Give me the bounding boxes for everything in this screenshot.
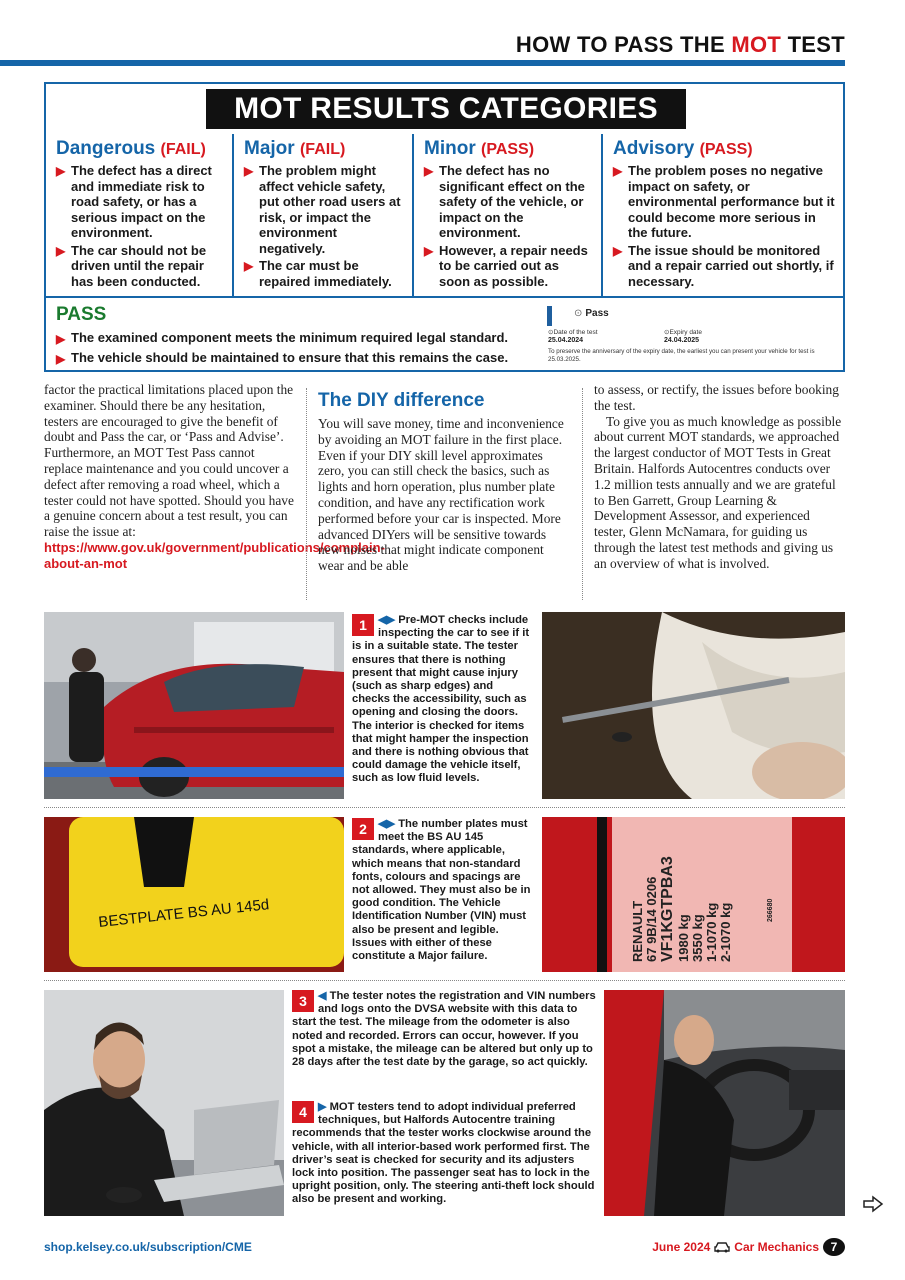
pass-bullets — [56, 329, 546, 367]
column-divider — [582, 388, 583, 600]
photo-dipstick — [542, 612, 845, 799]
column-divider — [306, 388, 307, 600]
bullet-arrow-icon: ▶ — [424, 243, 434, 258]
category-name: Advisory (PASS) — [613, 138, 753, 159]
section-divider — [44, 980, 845, 981]
bullet-arrow-icon: ▶ — [244, 164, 254, 178]
diy-heading: The DIY difference — [318, 390, 485, 411]
body-text: You will save money, time and inconvenience by avoiding an MOT failure in the first place. Even if your DIY skill level approximates zero, you can still check the basics, such as lights and horn operation, plus number plate condition, and have any rectification work performed before your car is inspected. More advanced DIYers will be sensitive towards new noises that might indicate component wear and be able — [318, 416, 564, 574]
vin-line: 3550 kg — [690, 914, 705, 962]
next-page-arrow-icon[interactable] — [862, 1195, 884, 1213]
bullet-arrow-icon: ▶ — [424, 164, 434, 178]
body-text: To give you as much knowledge as possible about current MOT standards, we approached the largest conductor of MOT Tests in Great Britain. Halfords Autocentres conducts over 1.2 million tests annually and we are grateful to Ben Garrett, Group Learning & Development Assessor, and experienced tester, Glenn McNamara, for guiding us through the latest test methods and giving us an overview of what is involved. — [594, 413, 842, 571]
bullet-arrow-icon: ▶ — [56, 243, 66, 258]
category-name: Minor (PASS) — [424, 138, 535, 159]
issue-date: June 2024 — [652, 1240, 711, 1254]
photo-interior-steering — [604, 990, 845, 1216]
car-icon — [714, 1241, 730, 1253]
certificate-status: ⊙ Pass — [574, 308, 609, 319]
arrow-left-icon: ◀ — [318, 990, 327, 1002]
photo-number-plate — [44, 817, 344, 972]
photo-interior-steering-image — [604, 990, 845, 1216]
photo-tester-laptop — [44, 990, 284, 1216]
bullet-arrow-icon: ▶ — [56, 332, 66, 346]
column-2 — [318, 382, 568, 574]
bullet-arrow-icon: ▶ — [613, 243, 623, 258]
subscription-link[interactable]: shop.kelsey.co.uk/subscription/CME — [44, 1240, 252, 1254]
caption-1: 1 ◀▶ Pre-MOT checks include inspecting the car to see if it is in a suitable state. The tester ensures that there is nothing present that might cause injury (such as sharp edges) and checks the accessibility, such as opening and closing the doors. The interior is checked for items that might hamper the inspection and there is nothing obvious that could damage the vehicle itself, such as low fluid levels. — [352, 614, 530, 785]
bullet-arrow-icon: ▶ — [244, 259, 254, 273]
column-1 — [44, 382, 385, 572]
category-bullet: ▶ The defect has no significant effect on the safety of the vehicle, or impact on the environment. — [424, 163, 585, 240]
vin-line: 2-1070 kg — [718, 902, 733, 962]
magazine-name: Car Mechanics — [734, 1240, 819, 1254]
mot-certificate-snippet — [546, 304, 842, 368]
page-header — [0, 30, 905, 70]
check-circle-icon: ⊙ — [574, 308, 583, 319]
vin-line: 1-1070 kg — [704, 902, 719, 962]
category-name: Dangerous (FAIL) — [56, 138, 206, 159]
category-bullet: ▶ The issue should be monitored and a repair carried out shortly, if necessary. — [613, 242, 834, 289]
certificate-bar — [547, 306, 552, 326]
arrow-right-icon: ▶ — [318, 1101, 327, 1113]
vin-line: 67 9B/14 0206 — [644, 876, 659, 962]
section-title: HOW TO PASS THE MOT TEST — [515, 32, 845, 57]
category-bullet: ▶ The problem poses no negative impact on safety, or environmental performance but it could become more serious in the future. — [613, 163, 835, 240]
vin-line: 1980 kg — [676, 914, 691, 962]
photo-vin-label — [542, 817, 845, 972]
pass-row — [46, 300, 843, 370]
category-bullet: ▶ The problem might affect vehicle safety, put other road users at risk, or impact the environment negatively. — [244, 163, 401, 256]
body-text: to assess, or rectify, the issues before booking the test. — [594, 382, 839, 413]
photo-number-plate-image — [44, 817, 344, 972]
caption-4: 4 ▶ MOT testers tend to adopt individual preferred techniques, but Halfords Autocentre training recommends that the tester works clockwise around the vehicle, with all interior-based work performed first. The driver’s seat is checked for security and its adjusters lock into position. The passenger seat has to lock in the upright position, only. The steering anti-theft lock should also be present and working. — [292, 1101, 595, 1206]
complaint-link[interactable]: https://www.gov.uk/government/publications/complain-about-an-mot — [44, 539, 385, 571]
category-bullet: ▶ The car should not be driven until the repair has been conducted. — [56, 242, 207, 289]
caption-number: 4 — [292, 1101, 314, 1123]
category-name: Major (FAIL) — [244, 138, 346, 159]
bullet-arrow-icon: ▶ — [56, 164, 66, 178]
category-bullet: ▶ The car must be repaired immediately. — [244, 258, 392, 289]
caption-number: 3 — [292, 990, 314, 1012]
category-bullet: ▶ However, a repair needs to be carried out as soon as possible. — [424, 242, 588, 289]
photo-dipstick-image — [542, 612, 845, 799]
caption-number: 1 — [352, 614, 374, 636]
photo-tester-car-image — [44, 612, 344, 799]
header-rule — [0, 60, 845, 66]
page-number: 7 — [823, 1238, 845, 1256]
photo-vin-label-image — [542, 817, 845, 972]
caption-number: 2 — [352, 818, 374, 840]
category-bullet: ▶ The defect has a direct and immediate risk to road safety, or has a serious impact on the environment. — [56, 163, 212, 240]
section-divider — [44, 807, 845, 808]
pass-heading: PASS — [56, 304, 107, 325]
bullet-arrow-icon: ▶ — [613, 164, 623, 178]
arrows-icon: ◀▶ — [378, 614, 396, 626]
pass-bullet: ▶ The examined component meets the minimum required legal standard. — [56, 330, 509, 346]
expiry-date-label: ⊙Expiry date — [664, 329, 702, 336]
certificate-note: To preserve the anniversary of the expiry date, the earliest you can present your vehicle for test is 25.03.2025. — [548, 348, 815, 363]
photo-tester-laptop-image — [44, 990, 284, 1216]
expiry-date-value: 24.04.2025 — [664, 337, 700, 344]
category-major — [232, 134, 412, 296]
category-advisory — [601, 134, 843, 296]
vin-line: 266680 — [767, 898, 774, 922]
caption-3: 3 ◀ The tester notes the registration and VIN numbers and logs onto the DVSA website with this data to start the test. The mileage from the odometer is also noted and recorded. Errors can occur, however. If you spot a mistake, the mileage can be altered but only up to 28 days after the test date by the garage, so act quickly. — [292, 990, 596, 1069]
plate-text: BESTPLATE BS AU 145d — [97, 896, 270, 931]
test-date-label: ⊙Date of the test — [548, 329, 598, 336]
body-text: factor the practical limitations placed upon the examiner. Should there be any hesitation, testers are encouraged to give the benefit of doubt and Pass the car, or ‘Pass and Advise’. Furthermore, an MOT Test Pass cannot replace maintenance and you could uncover a defect after removing a road wheel, which a tester could not have spotted. Should you have a genuine concern about a test result, you can raise the issue at: — [44, 382, 294, 540]
pass-bullet: ▶ The vehicle should be maintained to ensure that this remains the case. — [56, 350, 509, 366]
bullet-arrow-icon: ▶ — [56, 352, 66, 366]
arrows-icon: ◀▶ — [378, 818, 396, 830]
footer-issue — [652, 1238, 845, 1256]
category-dangerous — [46, 134, 232, 296]
results-categories-box — [44, 82, 845, 372]
vin-line: RENAULT — [630, 900, 645, 962]
category-minor — [412, 134, 601, 296]
caption-2: 2 ◀▶ The number plates must meet the BS AU 145 standards, where applicable, which means that non-standard fonts, colours and spacings are not allowed. They must also be in good condition. The Vehicle Identification Number (VIN) must also be present and legible. Issues with either of these constitute a Major failure. — [352, 818, 531, 963]
photo-tester-car — [44, 612, 344, 799]
results-title: MOT RESULTS CATEGORIES — [206, 89, 686, 129]
category-row — [46, 134, 843, 298]
test-date-value: 25.04.2024 — [548, 337, 584, 344]
column-3 — [594, 382, 844, 572]
vin-line: VF1KGTPBA3 — [659, 856, 676, 962]
